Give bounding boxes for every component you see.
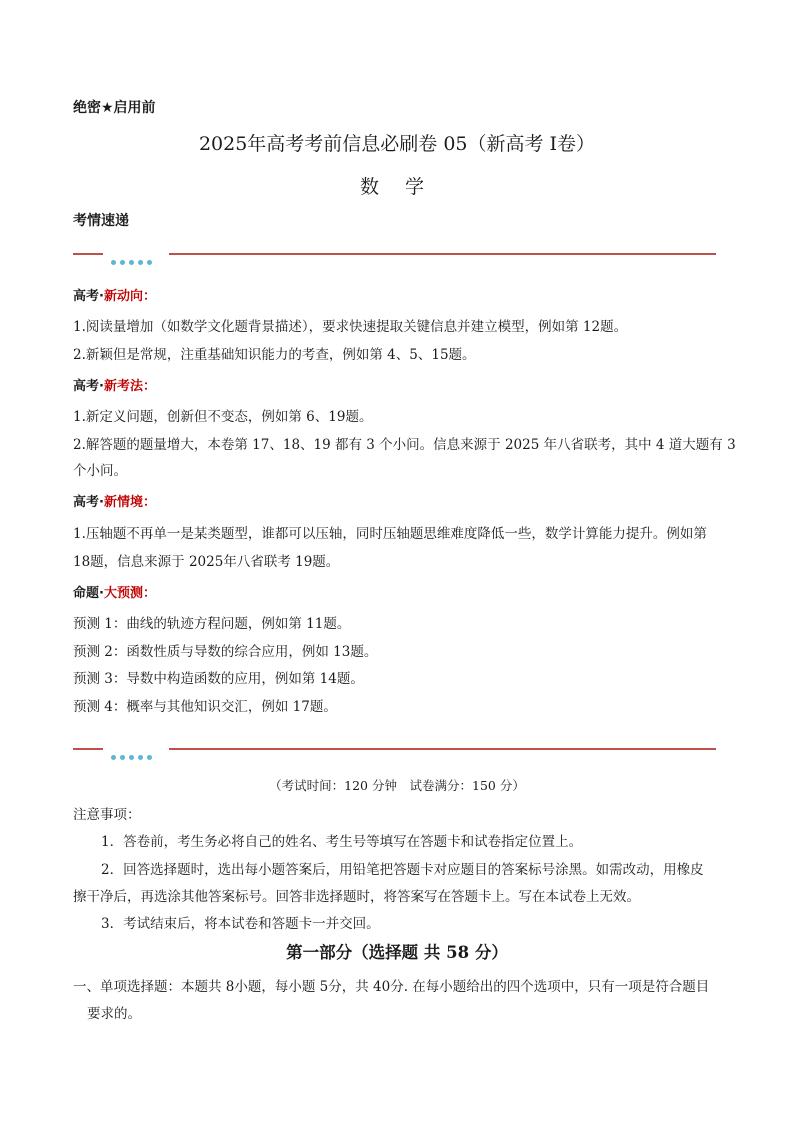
notes-line: 2．回答选择题时，选出每小题答案后，用铅笔把答题卡对应题目的答案标号涂黑。如需改动，用橡皮 <box>101 862 704 878</box>
notes-line: 1．答卷前，考生务必将自己的姓名、考生号等填写在答题卡和试卷指定位置上。 <box>101 834 583 850</box>
block-heading-new-trend: 高考·新动向： <box>73 289 156 304</box>
confidential-label: 绝密★启用前 <box>73 100 156 116</box>
notes-line: 擦干净后，再选涂其他答案标号。回答非选择题时，将答案写在答题卡上。写在本试卷上无效。 <box>73 889 640 905</box>
exam-title: 2025年高考考前信息必刷卷 05（新高考 Ⅰ卷） <box>198 133 596 155</box>
block-line: 个小问。 <box>73 463 127 479</box>
section-title: 考情速递 <box>73 213 129 229</box>
block-line: 预测 3：导数中构造函数的应用，例如第 14题。 <box>73 671 364 687</box>
block-line: 1.新定义问题，创新但不变态，例如第 6、19题。 <box>73 409 373 425</box>
notes-title: 注意事项： <box>73 807 141 823</box>
block-heading-new-method: 高考·新考法： <box>73 379 156 394</box>
block-line: 预测 2：函数性质与导数的综合应用，例如 13题。 <box>73 644 378 660</box>
block-line: 1.阅读量增加（如数学文化题背景描述），要求快速提取关键信息并建立模型，例如第 12题。 <box>73 319 628 335</box>
part-one-instruction: 一、单项选择题：本题共 8小题，每小题 5分，共 40分. 在每小题给出的四个选项中，只有一项是符合题目 <box>73 979 710 995</box>
block-line: 预测 1：曲线的轨迹方程问题，例如第 11题。 <box>73 616 351 632</box>
block-line: 预测 4：概率与其他知识交汇，例如 17题。 <box>73 699 337 715</box>
block-heading-new-context: 高考·新情境： <box>73 495 156 510</box>
block-line: 2.解答题的题量增大，本卷第 17、18、19 都有 3 个小问。信息来源于 2025 年八省联考，其中 4 道大题有 3 <box>73 437 736 453</box>
subject-title: 数 学 <box>359 176 435 198</box>
notes-line: 3．考试结束后，将本试卷和答题卡一并交回。 <box>101 916 380 932</box>
divider-top <box>73 249 716 259</box>
part-one-instruction: 要求的。 <box>87 1006 141 1022</box>
block-heading-prediction: 命题·大预测： <box>73 586 156 601</box>
block-line: 18题，信息来源于 2025年八省联考 19题。 <box>73 554 340 570</box>
exam-info: （考试时间：120 分钟 试卷满分：150 分） <box>269 778 525 793</box>
block-line: 2.新颖但是常规，注重基础知识能力的考查，例如第 4、5、15题。 <box>73 347 476 363</box>
block-line: 1.压轴题不再单一是某类题型，谁都可以压轴，同时压轴题思维难度降低一些，数学计算能力提升。例如第 <box>73 526 707 542</box>
divider-bottom <box>73 744 716 754</box>
part-one-title: 第一部分（选择题 共 58 分） <box>286 943 508 962</box>
